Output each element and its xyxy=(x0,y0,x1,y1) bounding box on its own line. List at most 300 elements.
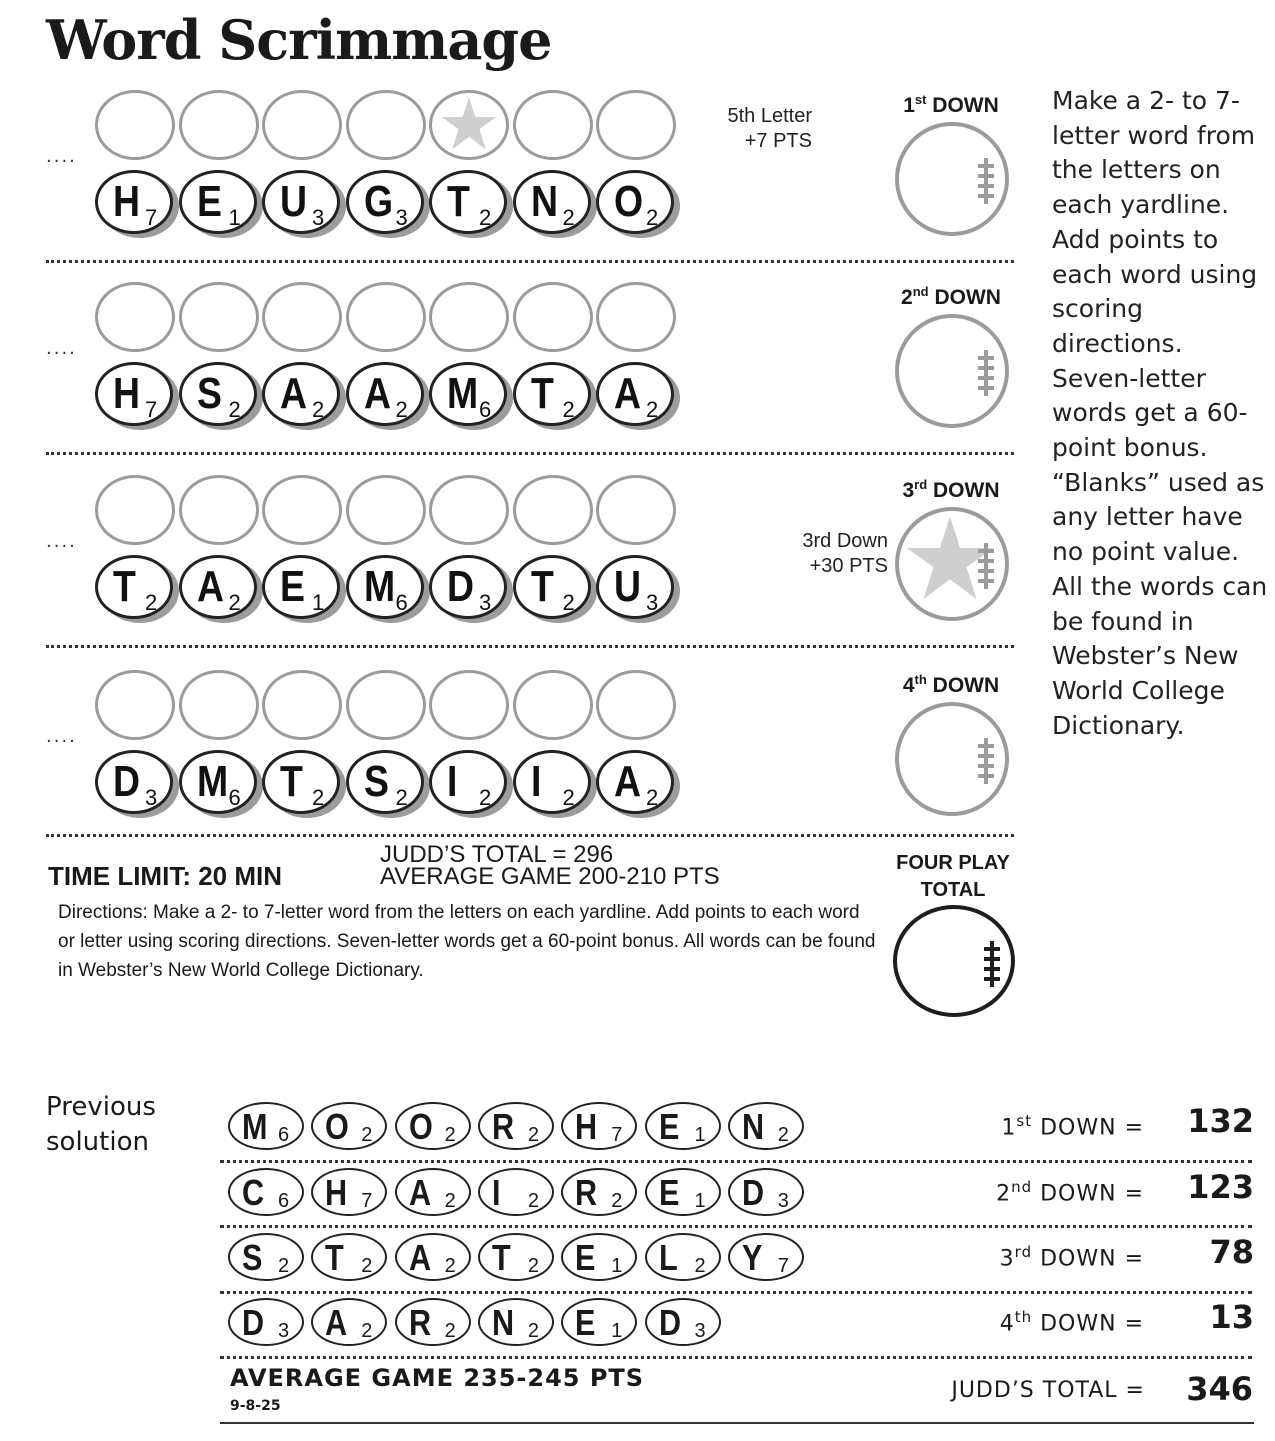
tile-points: 3 xyxy=(312,205,325,230)
tile-letter: A xyxy=(614,757,642,806)
tile-letter: U xyxy=(280,177,308,226)
tile-letter: R xyxy=(575,1172,598,1213)
tile-face xyxy=(95,555,173,619)
letter-tile xyxy=(513,555,595,621)
bonus-line2: +7 PTS xyxy=(744,130,812,152)
answer-slot[interactable] xyxy=(429,282,509,352)
previous-down-score: 123 xyxy=(1187,1168,1254,1206)
previous-average-game: AVERAGE GAME 235-245 PTS xyxy=(230,1364,645,1392)
tile-points: 3 xyxy=(145,785,158,810)
previous-letter-tile xyxy=(728,1233,804,1281)
letter-tile xyxy=(95,555,177,621)
down-score-football[interactable] xyxy=(895,702,1009,816)
previous-letter-tile xyxy=(478,1298,554,1346)
tile-points: 1 xyxy=(694,1190,706,1212)
bottom-rule xyxy=(220,1422,1254,1424)
tile-face xyxy=(346,750,424,814)
previous-separator xyxy=(220,1291,1252,1294)
tile-points: 2 xyxy=(527,1190,540,1212)
tile-points: 1 xyxy=(312,590,325,615)
down-suffix: st xyxy=(914,92,927,107)
answer-slot[interactable] xyxy=(596,90,676,160)
previous-down-score: 78 xyxy=(1209,1233,1254,1271)
tile-points: 2 xyxy=(527,1124,540,1146)
tile-letter: T xyxy=(280,757,303,806)
tile-face xyxy=(429,170,507,234)
letter-tile xyxy=(262,555,344,621)
tile-letter: A xyxy=(614,369,642,418)
previous-separator xyxy=(220,1356,1252,1359)
tile-face xyxy=(262,362,340,426)
tile-letter: C xyxy=(242,1172,265,1213)
tile-letter: T xyxy=(530,562,554,611)
answer-slot[interactable] xyxy=(513,90,593,160)
average-game: AVERAGE GAME 200-210 PTS xyxy=(380,863,720,890)
tile-points: 3 xyxy=(479,590,492,615)
game-title: Word Scrimmage xyxy=(46,8,552,72)
answer-slot[interactable] xyxy=(346,475,426,545)
tile-points: 3 xyxy=(777,1190,789,1212)
tile-face xyxy=(513,362,591,426)
tile-points: 2 xyxy=(479,205,492,230)
tile-letter: A xyxy=(196,562,224,611)
side-instructions: Make a 2- to 7-letter word from the letters on each yardline. Add points to each word using scoring directions. Seven-letter words get a 60-point bonus. “Blanks” used as any letter have no point value. All the words can be found in Webster’s New World College Dictionary. xyxy=(1052,86,1268,740)
letter-tile xyxy=(346,362,428,428)
previous-down-score: 13 xyxy=(1209,1298,1254,1336)
previous-letter-tile xyxy=(311,1298,387,1346)
tile-letter: H xyxy=(113,177,141,226)
tile-letter: H xyxy=(575,1106,598,1147)
previous-solution-label xyxy=(46,1090,156,1160)
answer-slot[interactable] xyxy=(262,90,342,160)
down-word: DOWN xyxy=(928,286,1001,309)
tile-points: 2 xyxy=(361,1255,373,1277)
laces-icon xyxy=(977,543,995,589)
answer-slot[interactable] xyxy=(262,670,342,740)
letter-tile xyxy=(179,170,261,236)
down-word: DOWN xyxy=(926,674,1000,697)
tile-letter: S xyxy=(363,757,389,806)
down-label xyxy=(886,92,1016,118)
letter-tile xyxy=(346,555,428,621)
tile-face xyxy=(596,362,674,426)
previous-letter-tile xyxy=(645,1298,721,1346)
tile-points: 2 xyxy=(562,397,575,422)
tile-points: 7 xyxy=(777,1255,789,1277)
tile-letter: A xyxy=(408,1237,431,1278)
previous-down-label xyxy=(1000,1243,1144,1271)
tile-letter: R xyxy=(408,1302,431,1343)
down-word: DOWN xyxy=(927,479,1000,502)
tile-letter: E xyxy=(658,1106,679,1147)
answer-slot[interactable] xyxy=(179,670,259,740)
previous-letter-tile xyxy=(645,1233,721,1281)
previous-letter-tile xyxy=(395,1102,471,1150)
tile-points: 2 xyxy=(145,590,158,615)
tile-letter: A xyxy=(408,1172,431,1213)
previous-letter-tile xyxy=(311,1168,387,1216)
tile-letter: I xyxy=(491,1172,501,1213)
tile-points: 2 xyxy=(395,397,408,422)
tile-points: 7 xyxy=(611,1124,623,1146)
tile-face xyxy=(262,170,340,234)
answer-slot[interactable] xyxy=(346,282,426,352)
letter-tile xyxy=(346,170,428,236)
tile-letter: G xyxy=(363,177,393,226)
tile-letter: D xyxy=(113,757,141,806)
previous-letter-tile xyxy=(228,1233,304,1281)
four-play-line1: FOUR PLAY xyxy=(896,852,1010,874)
tile-letter: D xyxy=(658,1302,681,1343)
tile-letter: E xyxy=(575,1302,596,1343)
previous-down-score: 132 xyxy=(1187,1102,1254,1140)
tile-letter: S xyxy=(242,1237,263,1278)
previous-letter-tile xyxy=(645,1102,721,1150)
four-play-total-label xyxy=(890,850,1016,904)
letter-tile xyxy=(596,170,678,236)
yardline-row-1 xyxy=(46,88,1014,278)
letter-tile xyxy=(179,555,261,621)
previous-row-1 xyxy=(228,1102,1254,1156)
answer-slot[interactable] xyxy=(513,282,593,352)
tile-letter: N xyxy=(530,177,558,226)
tile-letter: L xyxy=(658,1237,678,1278)
letter-tile xyxy=(429,750,511,816)
tile-face xyxy=(596,750,674,814)
row-dots: .... xyxy=(46,531,77,552)
down-text: DOWN = xyxy=(1032,1311,1144,1337)
tile-points: 6 xyxy=(395,590,408,615)
tile-points: 1 xyxy=(228,205,241,230)
tile-letter: D xyxy=(741,1172,764,1213)
letter-tile xyxy=(596,362,678,428)
previous-separator xyxy=(220,1160,1252,1163)
tile-points: 1 xyxy=(611,1255,623,1277)
tile-points: 2 xyxy=(444,1124,456,1146)
down-ordinal: 3 xyxy=(902,479,915,502)
laces-icon xyxy=(977,738,995,784)
previous-letter-tile xyxy=(478,1233,554,1281)
previous-separator xyxy=(220,1225,1252,1228)
tile-letter: N xyxy=(491,1302,514,1343)
tile-points: 3 xyxy=(694,1320,706,1342)
answer-slot[interactable] xyxy=(95,282,175,352)
yardline-separator xyxy=(46,645,1014,648)
row-dots: .... xyxy=(46,338,77,359)
letter-tile xyxy=(179,362,261,428)
tile-face xyxy=(179,750,257,814)
tile-face xyxy=(429,555,507,619)
tile-letter: E xyxy=(196,177,222,226)
previous-letter-tile xyxy=(228,1168,304,1216)
down-ordinal: 4 xyxy=(999,1311,1015,1337)
yardline-separator xyxy=(46,260,1014,263)
tile-letter: I xyxy=(530,757,541,806)
tile-face xyxy=(179,170,257,234)
tile-face xyxy=(513,170,591,234)
tile-face xyxy=(95,170,173,234)
tile-points: 2 xyxy=(527,1320,540,1342)
four-play-total-football[interactable] xyxy=(893,905,1015,1017)
down-label xyxy=(886,284,1016,310)
answer-slot[interactable] xyxy=(429,475,509,545)
tile-face xyxy=(179,362,257,426)
down-ordinal: 3 xyxy=(999,1246,1015,1272)
previous-row-3 xyxy=(228,1233,1254,1287)
yardline-row-3 xyxy=(46,473,1014,663)
tile-points: 2 xyxy=(312,785,325,810)
tile-points: 1 xyxy=(611,1320,623,1342)
previous-letter-tile xyxy=(728,1168,804,1216)
previous-letter-tile xyxy=(478,1102,554,1150)
tile-face xyxy=(513,555,591,619)
tile-points: 6 xyxy=(278,1124,290,1146)
answer-slot[interactable] xyxy=(596,475,676,545)
previous-letter-tile xyxy=(311,1233,387,1281)
tile-points: 2 xyxy=(395,785,408,810)
yardline-row-2 xyxy=(46,280,1014,470)
previous-judds-total-score: 346 xyxy=(1186,1370,1253,1408)
tile-points: 3 xyxy=(278,1320,290,1342)
previous-down-label xyxy=(1001,1112,1144,1140)
tile-letter: A xyxy=(325,1302,348,1343)
bonus-note xyxy=(766,529,888,579)
tile-letter: A xyxy=(363,369,391,418)
tile-points: 7 xyxy=(145,397,158,422)
down-suffix: th xyxy=(914,672,927,687)
puzzle-date: 9-8-25 xyxy=(230,1398,281,1414)
down-word: DOWN xyxy=(926,94,999,117)
tile-letter: N xyxy=(741,1106,764,1147)
previous-letter-tile xyxy=(561,1233,637,1281)
tile-letter: T xyxy=(325,1237,344,1278)
tile-face xyxy=(262,750,340,814)
letter-tile xyxy=(513,362,595,428)
row-dots: .... xyxy=(46,146,77,167)
tile-points: 6 xyxy=(278,1190,290,1212)
tile-points: 6 xyxy=(228,785,241,810)
answer-slot[interactable] xyxy=(513,670,593,740)
down-score-football[interactable] xyxy=(895,314,1009,428)
tile-letter: T xyxy=(491,1237,511,1278)
tile-face xyxy=(262,555,340,619)
tile-letter: E xyxy=(280,562,305,611)
tile-points: 2 xyxy=(361,1320,373,1342)
laces-icon xyxy=(977,350,995,396)
letter-tile xyxy=(596,555,678,621)
tile-letter: Y xyxy=(741,1237,763,1278)
tile-letter: T xyxy=(530,369,554,418)
down-ordinal: 1 xyxy=(1001,1115,1017,1141)
answer-slot[interactable] xyxy=(95,670,175,740)
letter-tile xyxy=(262,170,344,236)
previous-letter-tile xyxy=(395,1168,471,1216)
tile-points: 6 xyxy=(479,397,492,422)
previous-letter-tile xyxy=(728,1102,804,1150)
letter-tile xyxy=(429,362,511,428)
down-suffix: rd xyxy=(1014,1243,1033,1261)
previous-row-4 xyxy=(228,1298,1254,1352)
answer-slot[interactable] xyxy=(429,90,509,160)
star-icon xyxy=(440,95,498,153)
tile-points: 2 xyxy=(527,1255,540,1277)
answer-slot[interactable] xyxy=(513,475,593,545)
tile-letter: A xyxy=(280,369,308,418)
letter-tile xyxy=(95,750,177,816)
down-suffix: nd xyxy=(912,284,929,299)
answer-slot[interactable] xyxy=(95,475,175,545)
laces-icon xyxy=(977,158,995,204)
judds-total: JUDD’S TOTAL = 296 xyxy=(380,841,614,868)
bonus-line1: 3rd Down xyxy=(802,530,888,552)
down-ordinal: 2 xyxy=(901,286,913,309)
tile-letter: M xyxy=(363,562,395,611)
down-ordinal: 1 xyxy=(903,94,915,117)
answer-slot[interactable] xyxy=(95,90,175,160)
yardline-separator xyxy=(46,452,1014,455)
previous-letter-tile xyxy=(478,1168,554,1216)
tile-points: 7 xyxy=(145,205,158,230)
letter-tile xyxy=(262,362,344,428)
tile-points: 2 xyxy=(562,785,575,810)
directions-text: Directions: Make a 2- to 7-letter word from the letters on each yardline. Add points to each word or letter using scoring directions. Seven-letter words get a 60-point bonus. All words can be found in Webster’s New World College Dictionary. xyxy=(58,902,876,981)
tile-points: 2 xyxy=(228,397,241,422)
previous-judds-total-label: JUDD’S TOTAL = xyxy=(951,1378,1145,1403)
letter-tile xyxy=(262,750,344,816)
tile-face xyxy=(179,555,257,619)
tile-points: 2 xyxy=(694,1255,706,1277)
tile-letter: D xyxy=(242,1302,265,1343)
letter-tile xyxy=(513,750,595,816)
tile-points: 2 xyxy=(611,1190,623,1212)
tile-letter: M xyxy=(196,757,228,806)
tile-points: 2 xyxy=(777,1124,789,1146)
tile-face xyxy=(346,362,424,426)
letter-tile xyxy=(95,170,177,236)
down-suffix: st xyxy=(1016,1112,1033,1130)
tile-points: 2 xyxy=(562,205,575,230)
previous-row-2 xyxy=(228,1168,1254,1222)
letter-tile xyxy=(429,555,511,621)
down-ordinal: 4 xyxy=(902,674,915,697)
tile-letter: E xyxy=(575,1237,596,1278)
letter-tile xyxy=(513,170,595,236)
tile-points: 7 xyxy=(361,1190,373,1212)
down-suffix: nd xyxy=(1011,1178,1033,1196)
tile-letter: O xyxy=(325,1106,350,1147)
previous-down-label xyxy=(996,1178,1144,1206)
tile-points: 2 xyxy=(646,205,659,230)
tile-face xyxy=(95,750,173,814)
bonus-line2: +30 PTS xyxy=(809,555,888,577)
down-score-football[interactable] xyxy=(895,507,1009,621)
tile-letter: H xyxy=(113,369,141,418)
tile-points: 2 xyxy=(278,1255,290,1277)
previous-letter-tile xyxy=(561,1102,637,1150)
down-label xyxy=(886,477,1016,503)
tile-points: 2 xyxy=(562,590,575,615)
tile-letter: T xyxy=(447,177,470,226)
judds-total-block xyxy=(380,841,720,890)
tile-points: 3 xyxy=(646,590,659,615)
answer-slot[interactable] xyxy=(179,282,259,352)
down-suffix: th xyxy=(1014,1308,1033,1326)
tile-letter: M xyxy=(447,369,479,418)
previous-label-line1: Previous xyxy=(46,1092,156,1122)
tile-letter: H xyxy=(325,1172,348,1213)
answer-slot[interactable] xyxy=(596,282,676,352)
answer-slot[interactable] xyxy=(429,670,509,740)
tile-points: 2 xyxy=(361,1124,373,1146)
answer-slot[interactable] xyxy=(262,282,342,352)
tile-letter: D xyxy=(447,562,475,611)
laces-icon xyxy=(983,941,1001,987)
tile-points: 2 xyxy=(646,397,659,422)
previous-letter-tile xyxy=(395,1298,471,1346)
tile-points: 2 xyxy=(444,1190,456,1212)
tile-letter: T xyxy=(113,562,136,611)
down-text: DOWN = xyxy=(1032,1115,1144,1141)
tile-face xyxy=(95,362,173,426)
previous-letter-tile xyxy=(561,1298,637,1346)
down-label xyxy=(886,672,1016,698)
down-text: DOWN = xyxy=(1032,1246,1144,1272)
letter-tile xyxy=(95,362,177,428)
letter-tile xyxy=(429,170,511,236)
tile-face xyxy=(596,555,674,619)
previous-letter-tile xyxy=(228,1298,304,1346)
answer-slot[interactable] xyxy=(596,670,676,740)
tile-face xyxy=(596,170,674,234)
down-score-football[interactable] xyxy=(895,122,1009,236)
previous-letter-tile xyxy=(311,1102,387,1150)
tile-points: 2 xyxy=(312,397,325,422)
answer-slot[interactable] xyxy=(346,90,426,160)
letter-tile xyxy=(346,750,428,816)
answer-slot[interactable] xyxy=(179,90,259,160)
previous-letter-tile xyxy=(395,1233,471,1281)
letter-tile xyxy=(596,750,678,816)
row-dots: .... xyxy=(46,726,77,747)
tile-points: 2 xyxy=(444,1320,456,1342)
yardline-row-4 xyxy=(46,668,1014,858)
answer-slot[interactable] xyxy=(262,475,342,545)
yardline-separator xyxy=(46,834,1014,837)
tile-letter: O xyxy=(614,177,644,226)
tile-letter: M xyxy=(242,1106,268,1147)
answer-slot[interactable] xyxy=(346,670,426,740)
down-ordinal: 2 xyxy=(996,1181,1012,1207)
tile-letter: O xyxy=(408,1106,433,1147)
tile-face xyxy=(346,170,424,234)
previous-label-line2: solution xyxy=(46,1127,149,1157)
time-limit: TIME LIMIT: 20 MIN xyxy=(48,861,282,891)
down-text: DOWN = xyxy=(1032,1181,1144,1207)
tile-points: 2 xyxy=(479,785,492,810)
tile-letter: I xyxy=(447,757,458,806)
answer-slot[interactable] xyxy=(179,475,259,545)
tile-face xyxy=(513,750,591,814)
tile-face xyxy=(429,750,507,814)
tile-letter: U xyxy=(614,562,642,611)
tile-points: 2 xyxy=(228,590,241,615)
tile-letter: S xyxy=(196,369,222,418)
letter-tile xyxy=(179,750,261,816)
tile-face xyxy=(429,362,507,426)
previous-letter-tile xyxy=(561,1168,637,1216)
tile-points: 2 xyxy=(646,785,659,810)
tile-points: 1 xyxy=(694,1124,706,1146)
